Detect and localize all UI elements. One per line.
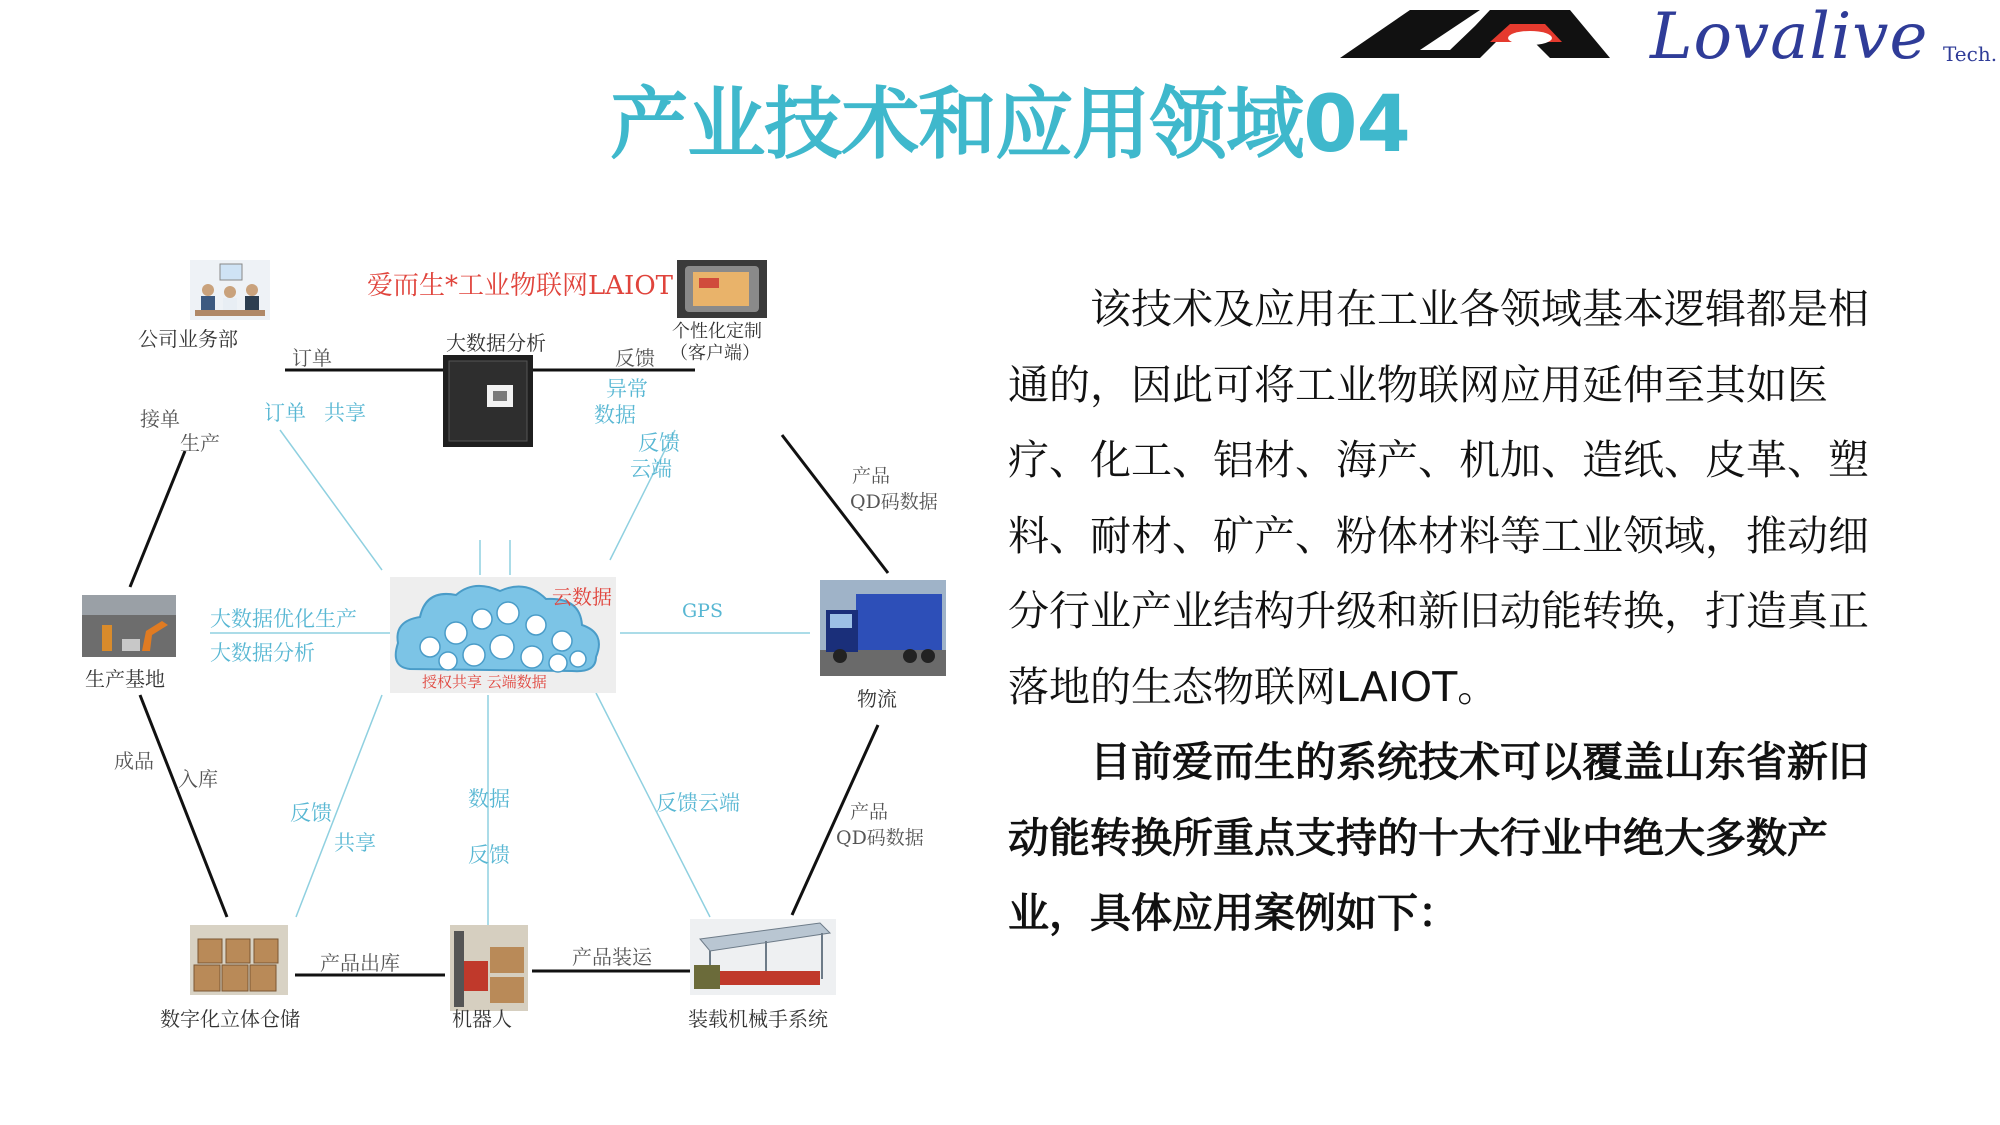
brand-logo-icon (1340, 8, 1610, 60)
node-warehouse: 数字化立体仓储 (160, 1007, 300, 1031)
truck-icon (820, 580, 946, 676)
node-company: 公司业务部 (138, 327, 238, 351)
edge-label-cloud-blue: 云端 (630, 457, 672, 481)
edge-label-order-blue: 订单 (264, 401, 306, 425)
node-custom: 个性化定制 (672, 321, 762, 342)
iot-diagram (70, 255, 970, 1055)
office-meeting-icon (190, 260, 270, 320)
diagram-title: 爱而生*工业物联网LAIOT (367, 271, 673, 301)
cloud-sublabel: 授权共享 云端数据 (422, 673, 547, 691)
edge-label-storage: 入库 (178, 767, 218, 791)
edge-label-produce: 生产 (180, 431, 220, 455)
node-base: 生产基地 (85, 667, 165, 691)
edge-label-abnormal: 异常 (606, 377, 648, 401)
edge-label-product-tr: 产品 (852, 465, 891, 487)
warehouse-boxes-icon (190, 925, 288, 995)
edge-label-analysis: 大数据分析 (210, 641, 315, 665)
edge-label-finished: 成品 (114, 749, 154, 773)
edge-label-feedback-bl: 反馈 (290, 801, 332, 825)
edge-label-share-bl: 共享 (334, 831, 376, 855)
edge-label-qd-tr: QD码数据 (850, 491, 938, 513)
node-logistics: 物流 (857, 687, 897, 711)
edge-label-order: 订单 (292, 346, 332, 370)
edge-label-take-order: 接单 (140, 407, 180, 431)
edge-label-data-blue: 数据 (594, 403, 636, 427)
robot-arm-icon (82, 595, 176, 657)
coverage-paragraph: 目前爱而生的系统技术可以覆盖山东省新旧动能转换所重点支持的十大行业中绝大多数产业，具体应用案例如下： (1008, 738, 1869, 937)
edge-label-share-blue: 共享 (324, 401, 366, 425)
node-loader: 装载机械手系统 (688, 1007, 828, 1031)
edge-label-feedback: 反馈 (615, 346, 655, 370)
edge-label-feedback-mid: 反馈 (468, 843, 510, 867)
node-bigdata: 大数据分析 (446, 331, 546, 355)
edge-label-optimize: 大数据优化生产 (210, 607, 357, 631)
page-title: 产业技术和应用领域04 (610, 80, 1410, 170)
node-robot: 机器人 (452, 1007, 512, 1031)
forklift-robot-icon (450, 925, 528, 1011)
edge-label-product-br: 产品 (850, 801, 889, 823)
loading-robot-system-icon (690, 919, 836, 995)
edge-label-qd-br: QD码数据 (836, 827, 924, 849)
edge-label-data-mid: 数据 (468, 787, 510, 811)
smartphone-icon (677, 260, 767, 318)
brand-suffix: Tech. (1943, 42, 1998, 66)
edge-label-loading: 产品装运 (572, 945, 652, 969)
node-custom-sub: （客户端） (670, 343, 760, 364)
edge-label-outbound: 产品出库 (320, 951, 400, 975)
server-device-icon (443, 355, 533, 447)
edge-label-gps: GPS (682, 600, 723, 622)
description-paragraph: 该技术及应用在工业各领域基本逻辑都是相通的，因此可将工业物联网应用延伸至其如医疗、化工、铝材、海产、机加、造纸、皮革、塑料、耐材、矿产、粉体材料等工业领域，推动细分行业产业结构升级和新旧动能转换，打造真正落地的生态物联网LAIOT。 (1008, 285, 1869, 711)
brand-name: Lovalive (1650, 0, 1929, 74)
cloud-label: 云数据 (552, 585, 612, 609)
edge-label-feedback-blue: 反馈 (638, 431, 680, 455)
edge-label-feedback-cloud: 反馈云端 (656, 791, 740, 815)
